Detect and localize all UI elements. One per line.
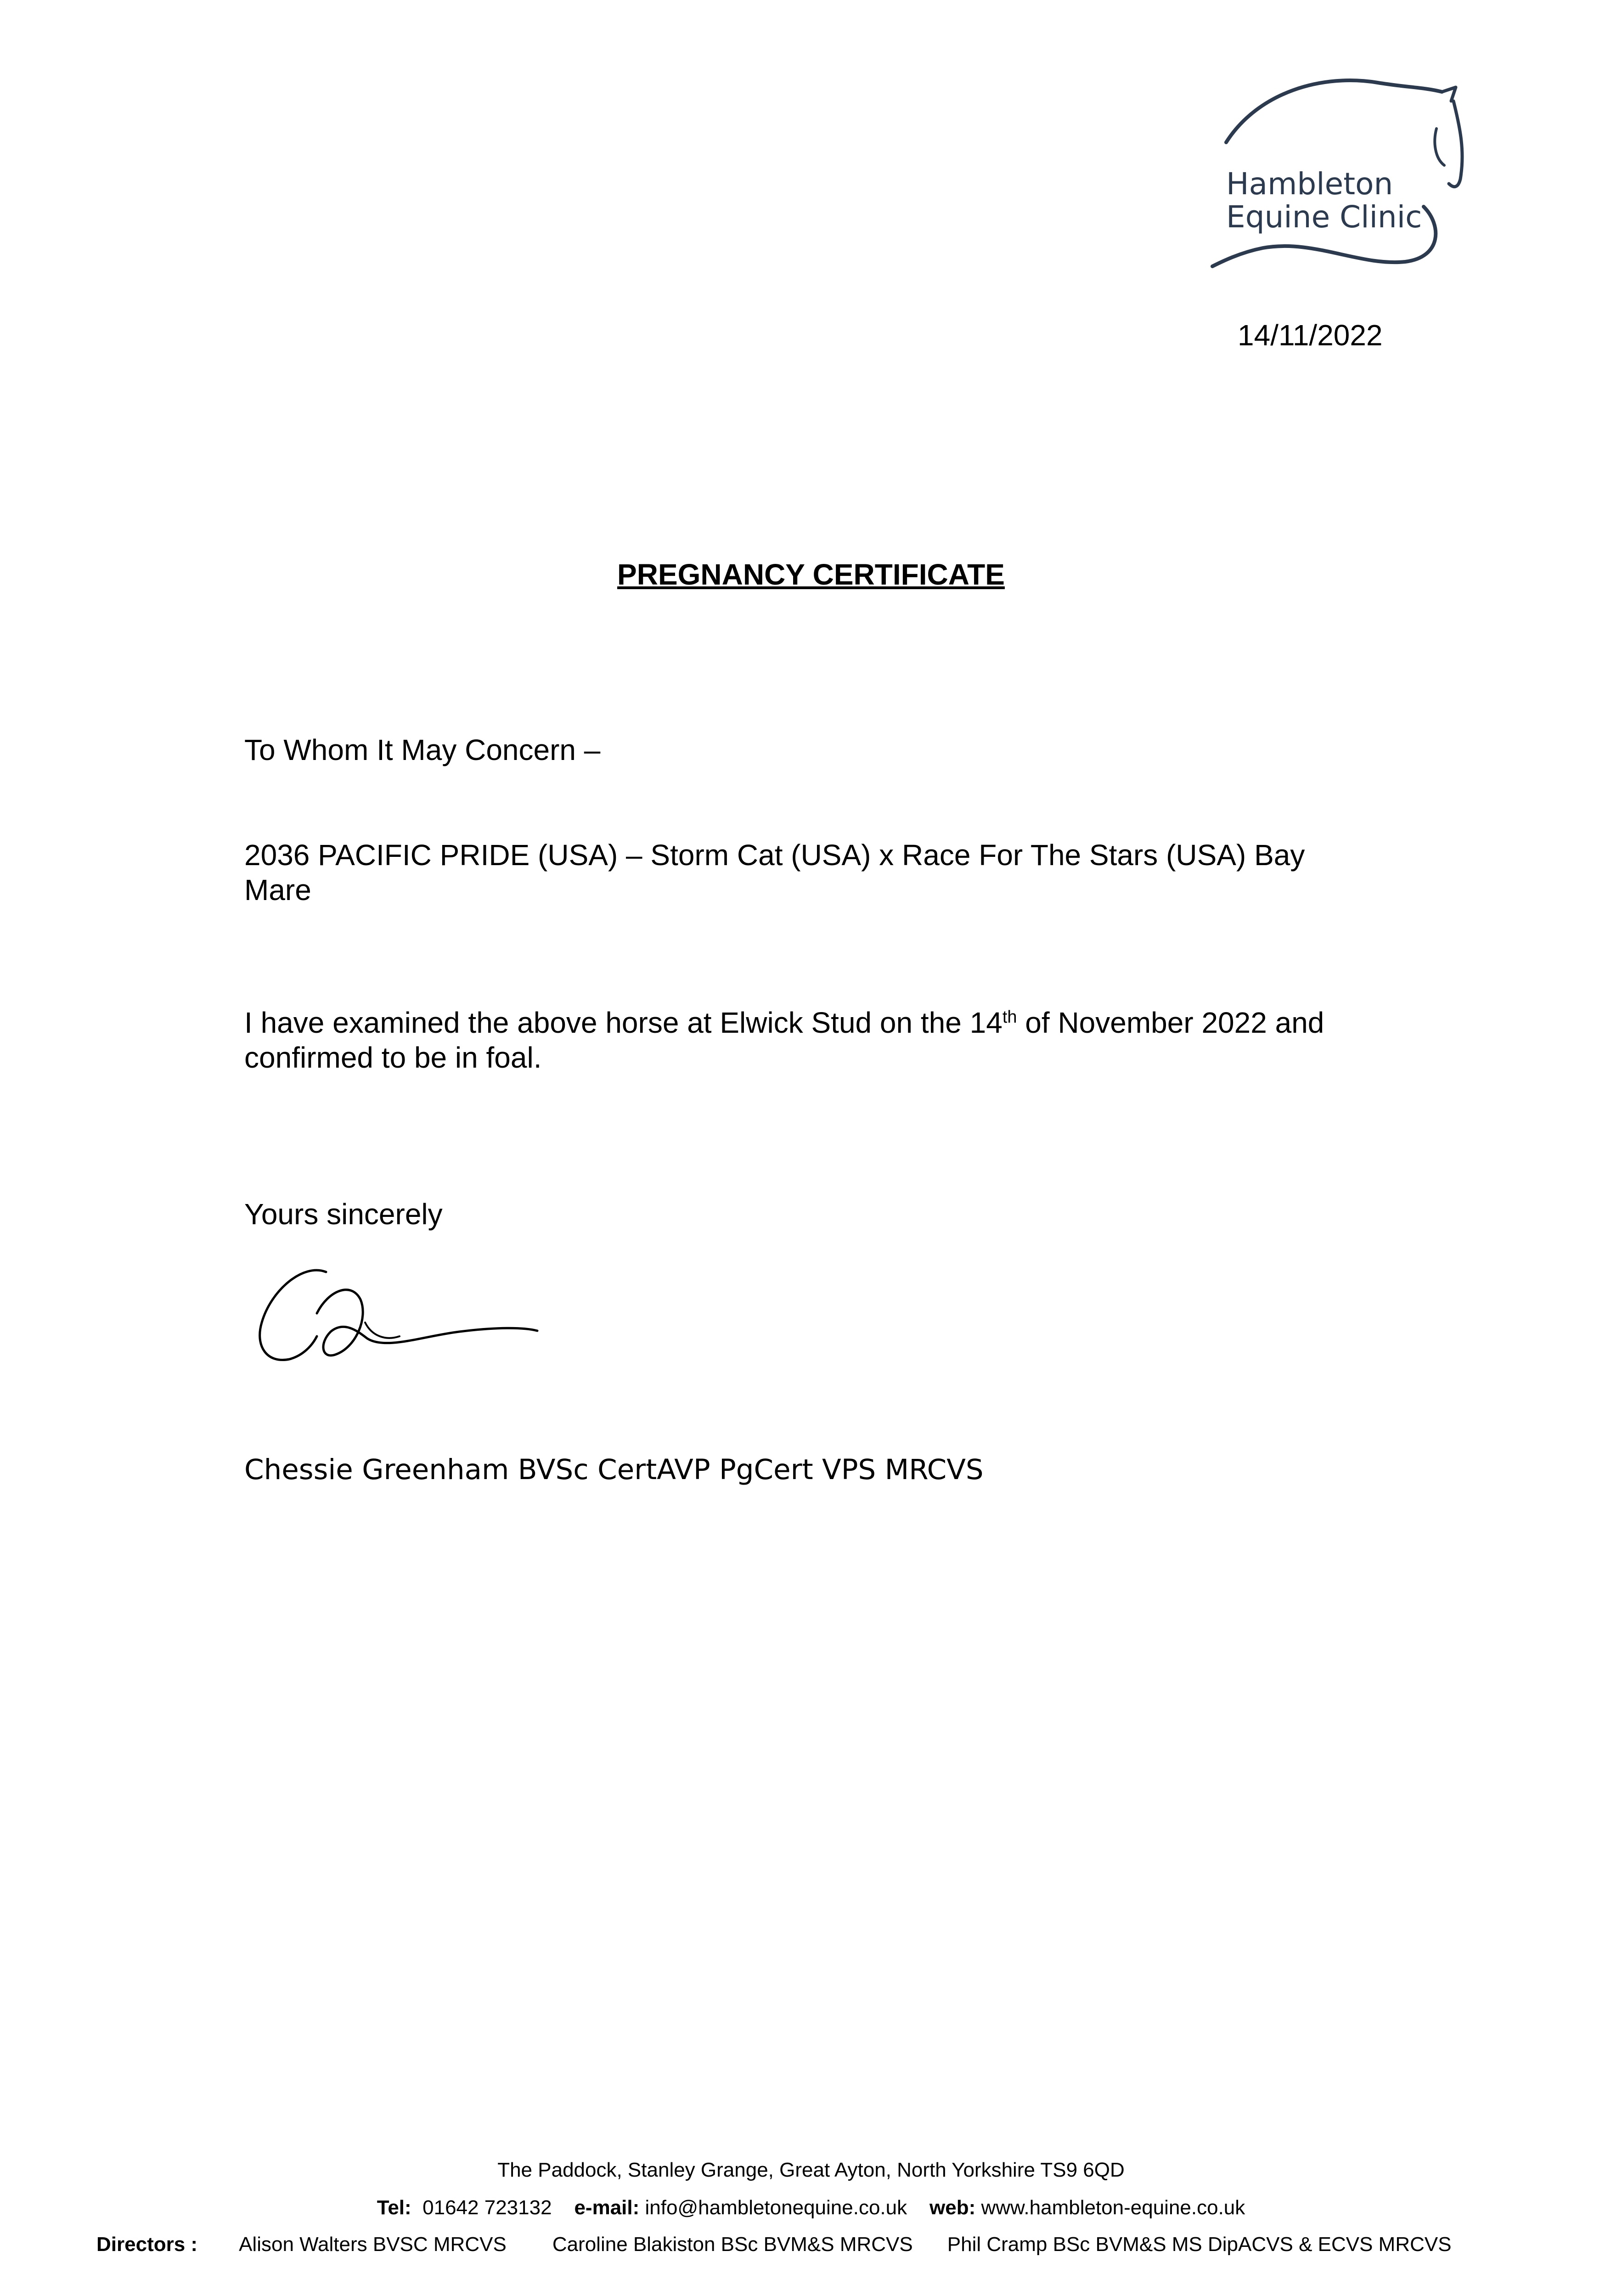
logo-name-line2: Equine Clinic (1226, 199, 1422, 235)
director-name: Caroline Blakiston BSc BVM&S MRCVS (552, 2233, 913, 2256)
examination-statement-line2: confirmed to be in foal. (244, 1041, 542, 1074)
director-name: Phil Cramp BSc BVM&S MS DipACVS & ECVS MRCVS (947, 2233, 1452, 2256)
email-link[interactable]: info@hambletonequine.co.uk (645, 2196, 907, 2219)
signer-name: Chessie Greenham BVSc CertAVP PgCert VPS MRCVS (244, 1453, 984, 1486)
examination-statement-line1 (244, 1005, 1324, 1040)
footer-directors (96, 2233, 1452, 2257)
clinic-logo (1185, 73, 1488, 276)
web-label: web: (929, 2196, 976, 2219)
salutation: To Whom It May Concern – (244, 733, 601, 766)
handwritten-signature (248, 1258, 560, 1378)
footer-contact (0, 2196, 1622, 2220)
web-link[interactable]: www.hambleton-equine.co.uk (981, 2196, 1245, 2219)
horse-details-line1: 2036 PACIFIC PRIDE (USA) – Storm Cat (USA) x Race For The Stars (USA) Bay (244, 838, 1305, 872)
logo-name-line1: Hambleton (1226, 166, 1393, 202)
document-title: PREGNANCY CERTIFICATE (617, 558, 1005, 591)
ordinal-suffix: th (1002, 1007, 1017, 1027)
closing: Yours sincerely (244, 1198, 443, 1231)
examination-text-end: of November 2022 and (1017, 1006, 1324, 1039)
horse-details-line2: Mare (244, 873, 311, 906)
letter-date: 14/11/2022 (1238, 319, 1383, 352)
directors-label: Directors : (96, 2233, 198, 2256)
director-name: Alison Walters BVSC MRCVS (239, 2233, 507, 2256)
examination-text-start: I have examined the above horse at Elwick Stud on the 14 (244, 1006, 1002, 1039)
tel-number: 01642 723132 (422, 2196, 552, 2219)
tel-label: Tel: (377, 2196, 411, 2219)
footer-address: The Paddock, Stanley Grange, Great Ayton, North Yorkshire TS9 6QD (497, 2159, 1125, 2181)
email-label: e-mail: (574, 2196, 640, 2219)
